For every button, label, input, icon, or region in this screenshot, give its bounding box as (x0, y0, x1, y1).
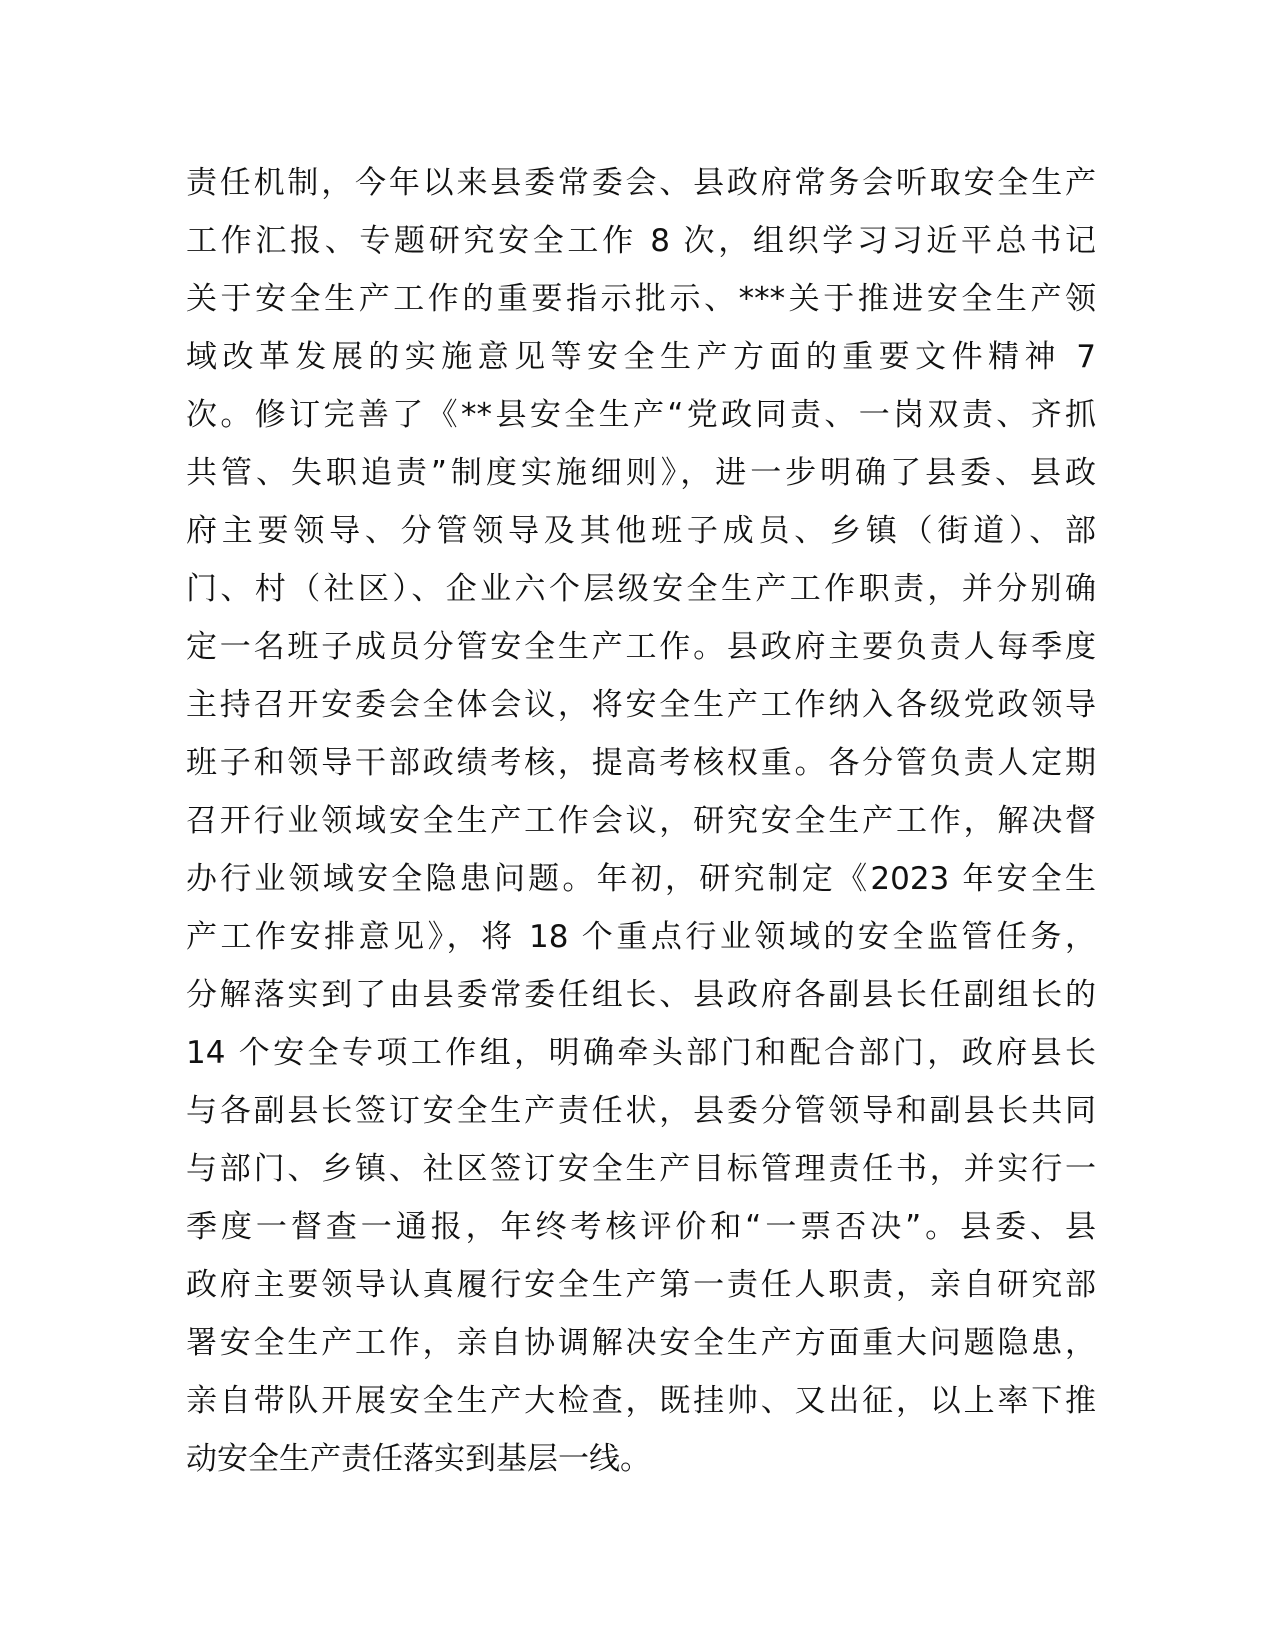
text-line-2: 工作汇报、专题研究安全工作 8 次，组织学习习近平总书记 (186, 223, 1096, 259)
text-line-17: 与各副县长签订安全生产责任状，县委分管领导和副县长共同 (186, 1093, 1096, 1129)
text-line-16: 14 个安全专项工作组，明确牵头部门和配合部门，政府县长 (186, 1035, 1096, 1071)
text-line-10: 主持召开安委会全体会议，将安全生产工作纳入各级党政领导 (186, 687, 1096, 723)
text-line-19: 季度一督查一通报，年终考核评价和“一票否决”。县委、县 (186, 1209, 1096, 1245)
text-line-5: 次。修订完善了《**县安全生产“党政同责、一岗双责、齐抓 (186, 397, 1096, 433)
text-line-1: 责任机制，今年以来县委常委会、县政府常务会听取安全生产 (186, 165, 1096, 201)
body-paragraph (186, 154, 1096, 1488)
text-line-6: 共管、失职追责”制度实施细则》，进一步明确了县委、县政 (186, 455, 1096, 491)
text-line-7: 府主要领导、分管领导及其他班子成员、乡镇（街道）、部 (186, 513, 1096, 549)
text-line-18: 与部门、乡镇、社区签订安全生产目标管理责任书，并实行一 (186, 1151, 1096, 1187)
text-line-21: 署安全生产工作，亲自协调解决安全生产方面重大问题隐患， (186, 1325, 1096, 1361)
text-line-22: 亲自带队开展安全生产大检查，既挂帅、又出征，以上率下推 (186, 1383, 1096, 1419)
text-line-9: 定一名班子成员分管安全生产工作。县政府主要负责人每季度 (186, 629, 1096, 665)
text-line-11: 班子和领导干部政绩考核，提高考核权重。各分管负责人定期 (186, 745, 1096, 781)
text-line-12: 召开行业领域安全生产工作会议，研究安全生产工作，解决督 (186, 803, 1096, 839)
text-line-3: 关于安全生产工作的重要指示批示、***关于推进安全生产领 (186, 281, 1096, 317)
text-line-13: 办行业领域安全隐患问题。年初，研究制定《2023 年安全生 (186, 861, 1096, 897)
text-line-4: 域改革发展的实施意见等安全生产方面的重要文件精神 7 (186, 339, 1096, 375)
text-line-23: 动安全生产责任落实到基层一线。 (186, 1441, 651, 1477)
text-line-15: 分解落实到了由县委常委任组长、县政府各副县长任副组长的 (186, 977, 1096, 1013)
text-line-14: 产工作安排意见》，将 18 个重点行业领域的安全监管任务， (186, 919, 1096, 955)
text-line-8: 门、村（社区）、企业六个层级安全生产工作职责，并分别确 (186, 571, 1096, 607)
text-line-20: 政府主要领导认真履行安全生产第一责任人职责，亲自研究部 (186, 1267, 1096, 1303)
